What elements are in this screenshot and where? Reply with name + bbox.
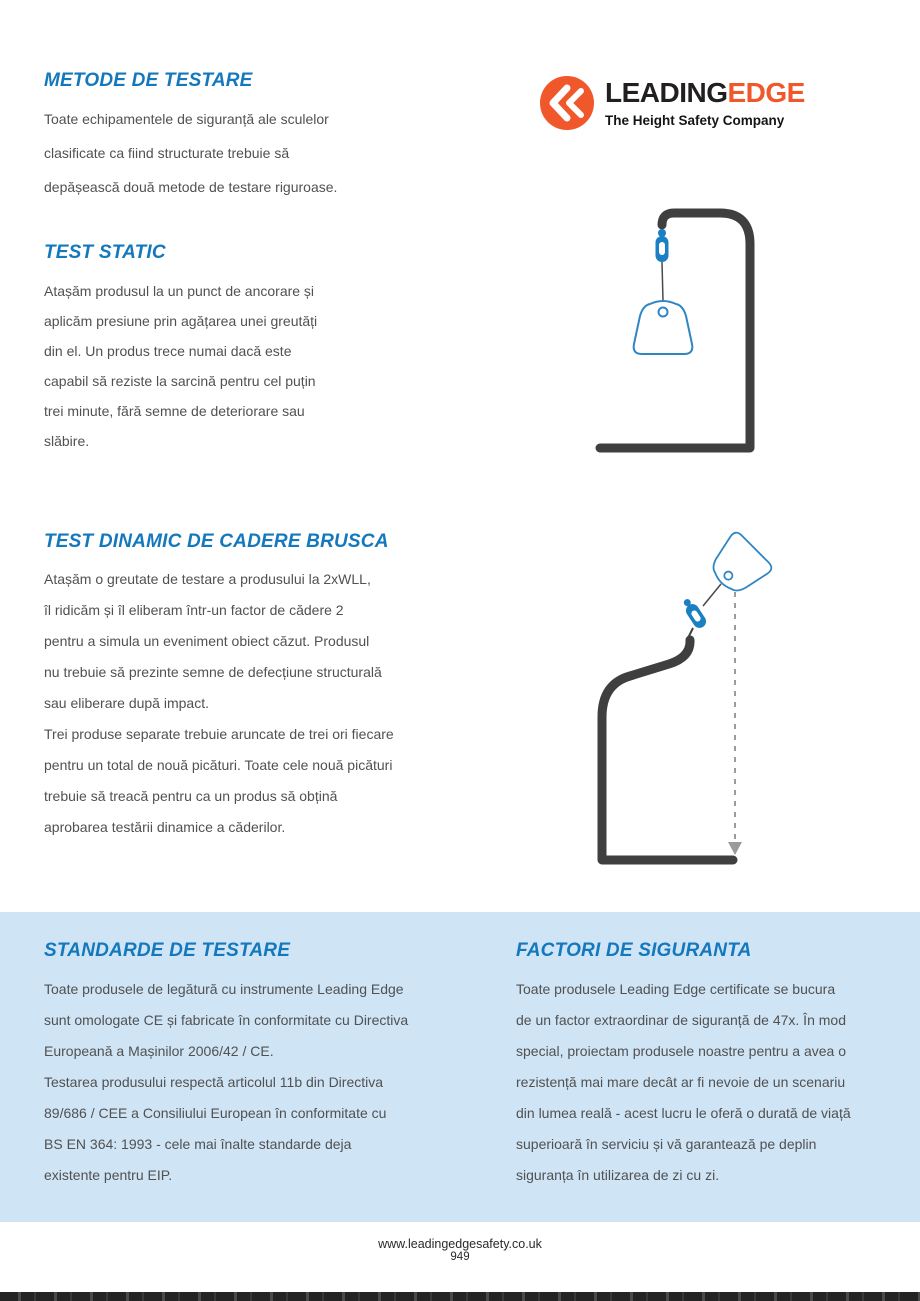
logo-chevrons-icon: [538, 74, 596, 132]
section-title-metode: METODE DE TESTARE: [44, 70, 253, 91]
section-title-dinamic: TEST DINAMIC DE CADERE BRUSCA: [44, 531, 389, 552]
shackle-icon: [680, 596, 709, 630]
logo-tagline: The Height Safety Company: [605, 113, 785, 128]
section-title-factori: FACTORI DE SIGURANTA: [516, 940, 752, 961]
section-paragraph-dinamic: Atașăm o greutate de testare a produsului la 2xWLL, îl ridicăm și îl eliberam într-un factor de cădere 2 pentru a simula un eveniment obiect căzut. Produsul nu trebuie să prezinte semne de defecțiune structurală sau eliberare după impact. Trei produse separate trebuie aruncate de trei ori fiecare pentru un total de nouă picături. Toate cele nouă picături trebuie să treacă pentru ca un produs să obțină aprobarea testării dinamice a căderilor.: [44, 571, 394, 835]
page-number: 949: [450, 1251, 470, 1263]
drop-arrow-icon: [728, 842, 742, 855]
logo-wordmark-leading: LEADING: [605, 77, 728, 108]
test-weight: [703, 530, 774, 601]
test-weight: [634, 301, 693, 354]
section-paragraph-factori: Toate produsele Leading Edge certificate se bucura de un factor extraordinar de siguranță de 47x. În mod special, proiectam produsele noastre pentru a avea o rezistență mai mare decât ar fi nevoie de un scenariu din lumea reală - acest lucru le oferă o durată de viață superioară în serviciu și vă garantează pe deplin siguranța în utilizarea de zi cu zi.: [516, 981, 851, 1183]
logo-wordmark: [605, 79, 805, 107]
bottom-strip: [0, 1292, 920, 1301]
shackle-icon: [656, 229, 669, 262]
section-title-static: TEST STATIC: [44, 242, 166, 263]
footer-website-link[interactable]: www.leadingedgesafety.co.uk: [378, 1237, 542, 1251]
test-frame: [602, 640, 733, 860]
static-test-illustration: [588, 200, 773, 462]
section-paragraph-metode: Toate echipamentele de siguranță ale sculelor clasificate ca fiind structurate trebuie să depășească două metode de testare riguroase.: [44, 111, 338, 195]
logo-wordmark-edge: EDGE: [727, 77, 805, 108]
section-paragraph-static: Atașăm produsul la un punct de ancorare și aplicăm presiune prin agățarea unei greutăți din el. Un produs trece numai dacă este capabil să reziste la sarcină pentru cel puțin trei minute, fără semne de deteriorare sau slăbire.: [44, 283, 318, 449]
section-paragraph-standarde: Toate produsele de legătură cu instrumente Leading Edge sunt omologate CE și fabricate în conformitate cu Directiva Europeană a Mașinilor 2006/42 / CE. Testarea produsului respectă articolul 11b din Directiva 89/686 / CEE a Consiliului European în conformitate cu BS EN 364: 1993 - cele mai înalte standarde deja existente pentru EIP.: [44, 981, 409, 1183]
brand-logo: [538, 74, 805, 132]
logo-text: [605, 74, 805, 128]
drop-test-illustration: [572, 512, 787, 877]
section-title-standarde: STANDARDE DE TESTARE: [44, 940, 291, 961]
